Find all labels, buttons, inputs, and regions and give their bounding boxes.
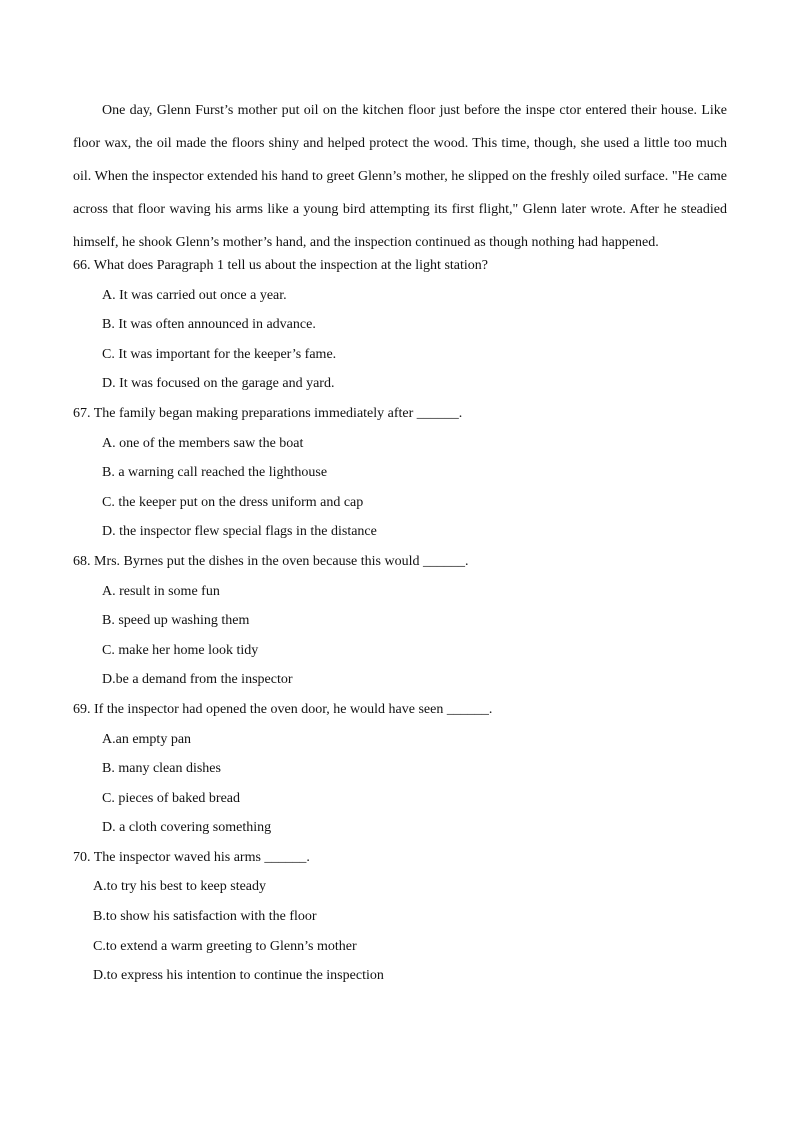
question-68 bbox=[73, 547, 733, 695]
question-stem: 69. If the inspector had opened the oven door, he would have seen ______. bbox=[73, 701, 493, 717]
option-a: A. result in some fun bbox=[102, 583, 220, 599]
option-b: B. speed up washing them bbox=[102, 613, 250, 629]
option-a: A. It was carried out once a year. bbox=[102, 287, 287, 303]
question-70 bbox=[73, 843, 733, 991]
question-stem: 66. What does Paragraph 1 tell us about the inspection at the light station? bbox=[73, 258, 488, 273]
option-c: C.to extend a warm greeting to Glenn’s mother bbox=[93, 938, 357, 954]
option-d: D.be a demand from the inspector bbox=[102, 672, 293, 688]
option-a: A.to try his best to keep steady bbox=[93, 879, 267, 895]
option-c: C. pieces of baked bread bbox=[102, 790, 240, 806]
question-67 bbox=[73, 399, 733, 547]
question-66 bbox=[73, 251, 733, 399]
option-c: C. It was important for the keeper’s fame. bbox=[102, 346, 337, 362]
option-b: B. a warning call reached the lighthouse bbox=[102, 465, 328, 481]
question-69 bbox=[73, 695, 733, 843]
option-d: D.to express his intention to continue the inspection bbox=[93, 968, 384, 984]
option-c: C. the keeper put on the dress uniform and cap bbox=[102, 494, 364, 510]
option-d: D. a cloth covering something bbox=[102, 820, 272, 836]
option-c: C. make her home look tidy bbox=[102, 642, 259, 658]
option-a: A. one of the members saw the boat bbox=[102, 435, 304, 451]
option-b: B.to show his satisfaction with the floor bbox=[93, 909, 317, 925]
option-b: B. It was often announced in advance. bbox=[102, 317, 316, 333]
option-d: D. the inspector flew special flags in the distance bbox=[102, 524, 377, 540]
option-b: B. many clean dishes bbox=[102, 761, 221, 777]
question-stem: 67. The family began making preparations immediately after ______. bbox=[73, 405, 463, 421]
option-a: A.an empty pan bbox=[102, 731, 192, 747]
question-list bbox=[73, 251, 733, 991]
question-stem: 68. Mrs. Byrnes put the dishes in the oven because this would ______. bbox=[73, 553, 469, 569]
passage-paragraph: One day, Glenn Furst’s mother put oil on the kitchen floor just before the inspe ctor entered their house. Like floor wax, the oil made the floors shiny and helped protect the wood. This time, though, she used a little too much oil. When the inspector extended his hand to greet Glenn’s mother, he slipped on the freshly oiled surface. "He came across that floor waving his arms like a young bird attempting its first flight," Glenn later wrote. After he steadied himself, he shook Glenn’s mother’s hand, and the inspection continued as though nothing had happened. bbox=[73, 103, 727, 250]
question-stem: 70. The inspector waved his arms ______. bbox=[73, 849, 310, 865]
option-d: D. It was focused on the garage and yard. bbox=[102, 376, 335, 392]
